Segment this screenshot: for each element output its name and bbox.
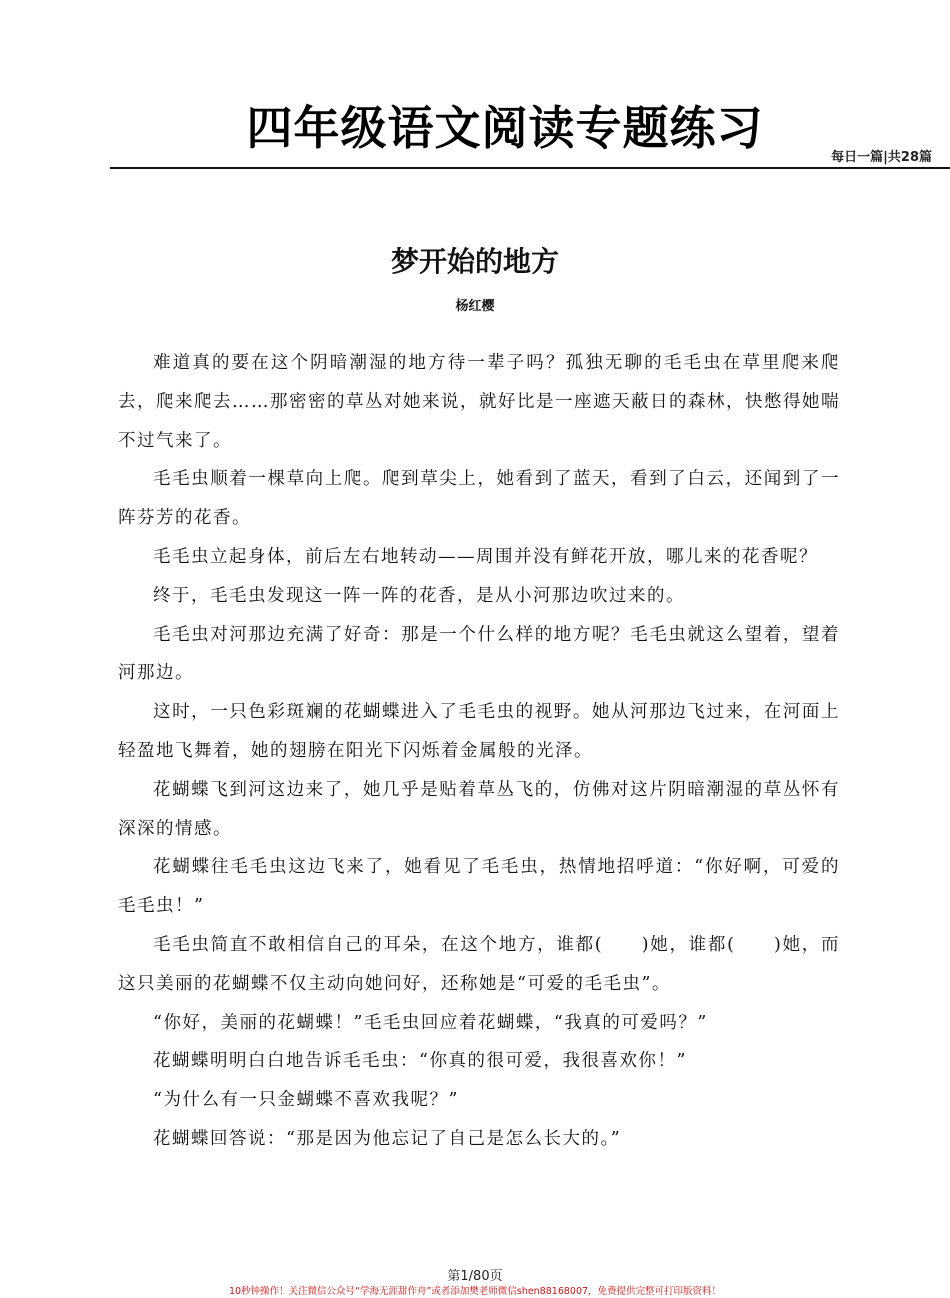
paragraph-11: 花蝴蝶明明白白地告诉毛毛虫：“你真的很可爱，我很喜欢你！” [153,1051,687,1072]
paragraph-5: 毛毛虫对河那边充满了好奇：那是一个什么样的地方呢？毛毛虫就这么望着，望着河那边。 [118,624,840,684]
page-indicator: 第1/80页 [447,1269,503,1284]
paragraph-8: 花蝴蝶往毛毛虫这边飞来了，她看见了毛毛虫，热情地招呼道：“你好啊，可爱的毛毛虫！” [118,857,840,917]
header-divider [110,167,950,169]
paragraph-12: “为什么有一只金蝴蝶不喜欢我呢？” [153,1090,459,1111]
paragraph-7: 花蝴蝶飞到河这边来了，她几乎是贴着草丛飞的，仿佛对这片阴暗潮湿的草丛怀有深深的情感。 [118,779,840,839]
paragraph-9: 毛毛虫简直不敢相信自己的耳朵，在这个地方，谁都( )她，谁都( )她，而这只美丽的花蝴蝶不仅主动向她问好，还称她是“可爱的毛毛虫”。 [118,934,840,994]
article-title: 梦开始的地方 [390,245,559,278]
paragraph-3: 毛毛虫立起身体，前后左右地转动——周围并没有鲜花开放，哪儿来的花香呢？ [153,546,818,567]
paragraph-6: 这时，一只色彩斑斓的花蝴蝶进入了毛毛虫的视野。她从河那边飞过来，在河面上轻盈地飞舞着，她的翅膀在阳光下闪烁着金属般的光泽。 [118,702,840,761]
paragraph-10: “你好，美丽的花蝴蝶！”毛毛虫回应着花蝴蝶，“我真的可爱吗？” [153,1012,708,1033]
article-body [118,344,840,1159]
promo-banner: 10秒钟操作！关注微信公众号“学海无涯甜作舟”或者添加樊老师微信shen88168007，免费提供完整可打印版资料！ [228,1286,722,1297]
paragraph-1: 难道真的要在这个阴暗潮湿的地方待一辈子吗？孤独无聊的毛毛虫在草里爬来爬去，爬来爬去……那密密的草丛对她来说，就好比是一座遮天蔽日的森林，快憋得她喘不过气来了。 [118,353,840,451]
series-info-label: 每日一篇|共28篇 [831,150,932,165]
document-series-title: 四年级语文阅读专题练习 [246,101,764,155]
paragraph-13: 花蝴蝶回答说：“那是因为他忘记了自己是怎么长大的。” [153,1128,622,1149]
article-author: 杨红樱 [455,299,495,314]
paragraph-4: 终于，毛毛虫发现这一阵一阵的花香，是从小河那边吹过来的。 [153,585,685,606]
paragraph-2: 毛毛虫顺着一棵草向上爬。爬到草尖上，她看到了蓝天，看到了白云，还闻到了一阵芬芳的花香。 [118,469,840,529]
